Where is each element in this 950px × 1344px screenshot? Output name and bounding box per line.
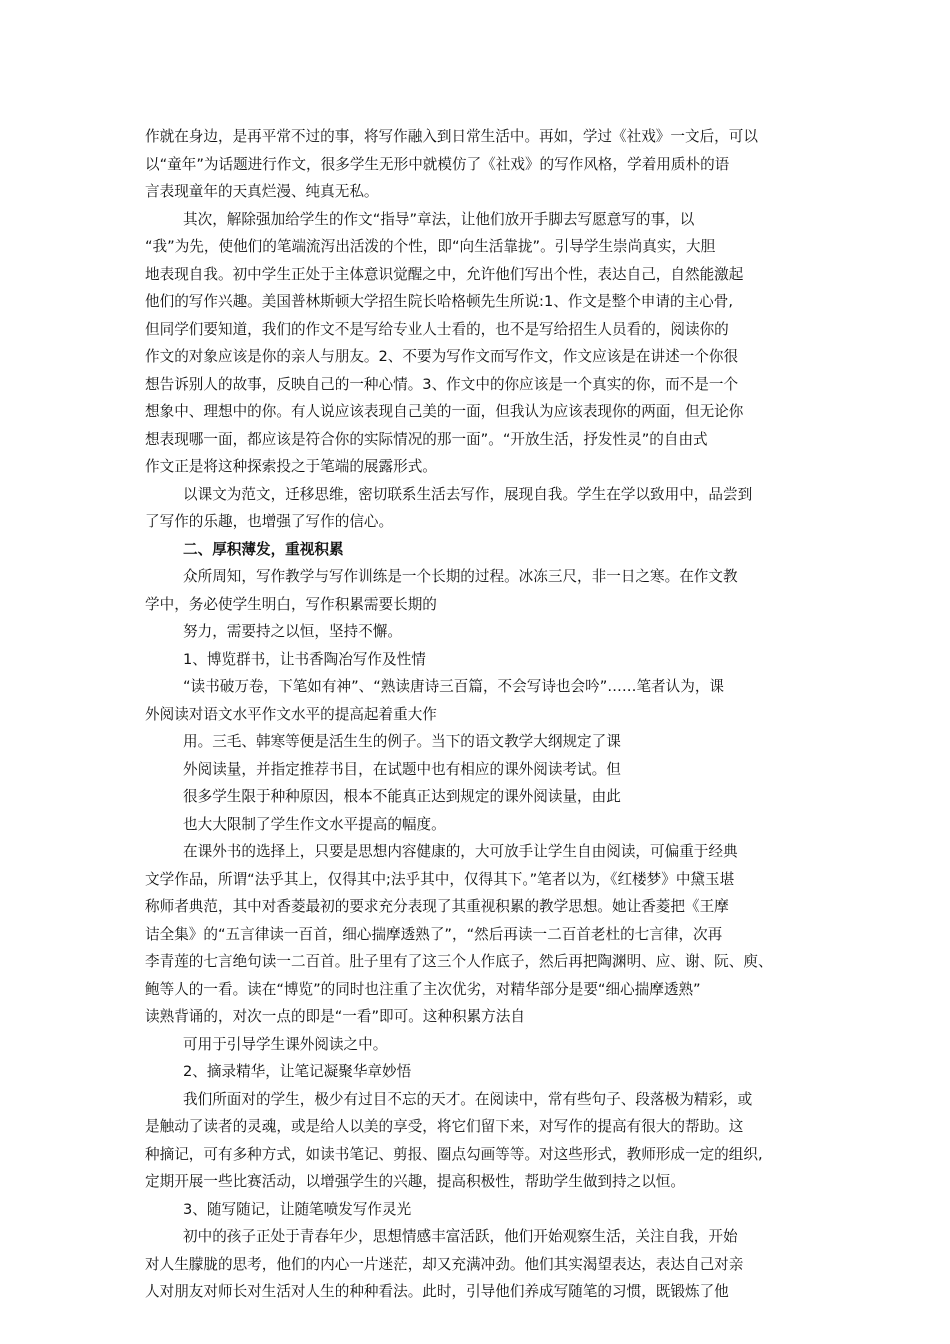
text-line: 人对朋友对师长对生活对人生的种种看法。此时，引导他们养成写随笔的习惯，既锻炼了他	[145, 1283, 729, 1300]
text-line: 外阅读对语文水平作文水平的提高起着重大作	[145, 705, 437, 723]
text-line: 称师者典范，其中对香菱最初的要求充分表现了其重视积累的教学思想。她让香菱把《王摩	[145, 898, 729, 915]
text-line: 想象中、理想中的你。有人说应该表现自己美的一面，但我认为应该表现你的两面，但无论你	[145, 403, 744, 420]
text-line: 3、随写随记，让随笔喷发写作灵光	[183, 1200, 412, 1218]
text-line: 以课文为范文，迁移思维，密切联系生活去写作，展现自我。学生在学以致用中，品尝到	[183, 485, 753, 503]
text-line: 外阅读量，并指定推荐书目，在试题中也有相应的课外阅读考试。但	[183, 760, 621, 778]
text-line: 初中的孩子正处于青春年少，思想情感丰富活跃，他们开始观察生活，关注自我，开始	[183, 1228, 738, 1245]
text-line: “我”为先，使他们的笔端流泻出活泼的个性，即“向生活靠拢”。引导学生崇尚真实，大胆	[145, 238, 716, 255]
text-line: 学中，务必使学生明白，写作积累需要长期的	[145, 595, 437, 613]
text-line: 众所周知，写作教学与写作训练是一个长期的过程。冰冻三尺，非一日之寒。在作文教	[183, 568, 738, 585]
text-line: 作文的对象应该是你的亲人与朋友。2、不要为写作文而写作文，作文应该是在讲述一个你很	[145, 348, 739, 365]
text-line: 鲍等人的一看。读在“博览”的同时也注重了主次优劣，对精华部分是要“细心揣摩透熟”	[145, 980, 701, 998]
text-line: 他们的写作兴趣。美国普林斯顿大学招生院长哈格顿先生所说:1、作文是整个申请的主心骨,	[145, 293, 734, 310]
text-line: 但同学们要知道，我们的作文不是写给专业人士看的，也不是写给招生人员看的，阅读你的	[145, 320, 729, 338]
text-line: 在课外书的选择上，只要是思想内容健康的，大可放手让学生自由阅读，可偏重于经典	[183, 843, 738, 860]
text-line: 作文正是将这种探索投之于笔端的展露形式。	[145, 458, 437, 475]
section-heading: 二、厚积薄发，重视积累	[183, 540, 344, 558]
text-line: 是触动了读者的灵魂，或是给人以美的享受，将它们留下来，对写作的提高有很大的帮助。这	[145, 1118, 744, 1135]
text-line: 读熟背诵的，对次一点的即是“一看”即可。这种积累方法自	[145, 1008, 525, 1025]
text-line: 我们所面对的学生，极少有过目不忘的天才。在阅读中，常有些句子、段落极为精彩，或	[183, 1090, 753, 1108]
text-line: 2、摘录精华，让笔记凝聚华章妙悟	[183, 1063, 412, 1080]
text-line: 很多学生限于种种原因，根本不能真正达到规定的课外阅读量，由此	[183, 788, 621, 805]
text-line: 可用于引导学生课外阅读之中。	[183, 1035, 388, 1053]
text-line: 文学作品，所谓“法乎其上，仅得其中;法乎其中，仅得其下。”笔者以为，《红楼梦》中黛玉堪	[145, 870, 735, 888]
text-line: 种摘记，可有多种方式，如读书笔记、剪报、圈点勾画等等。对这些形式，教师形成一定的组织,	[145, 1145, 763, 1163]
text-line: 诘全集》的“五言律读一百首，细心揣摩透熟了”，“然后再读一二百首老杜的七言律，次再	[145, 925, 723, 943]
text-line: 作就在身边，是再平常不过的事，将写作融入到日常生活中。再如，学过《社戏》一文后，可以	[145, 128, 758, 145]
text-line: 定期开展一些比赛活动，以增强学生的兴趣，提高积极性，帮助学生做到持之以恒。	[145, 1173, 685, 1190]
text-line: 以“童年”为话题进行作文，很多学生无形中就模仿了《社戏》的写作风格，学着用质朴的语	[145, 155, 730, 173]
text-line: 地表现自我。初中学生正处于主体意识觉醒之中，允许他们写出个性，表达自己，自然能激起	[145, 265, 744, 283]
text-line: 想告诉别人的故事，反映自己的一种心情。3、作文中的你应该是一个真实的你，而不是一个	[145, 375, 739, 393]
text-line: 对人生朦胧的思考，他们的内心一片迷茫，却又充满冲劲。他们其实渴望表达，表达自己对亲	[145, 1255, 744, 1273]
text-line: 李青莲的七言绝句读一二百首。肚子里有了这三个人作底子，然后再把陶渊明、应、谢、阮、庾、	[145, 953, 773, 970]
text-line: 想表现哪一面，都应该是符合你的实际情况的那一面”。“开放生活，抒发性灵”的自由式	[145, 430, 708, 448]
text-line: 了写作的乐趣，也增强了写作的信心。	[145, 513, 394, 530]
text-line: 也大大限制了学生作文水平提高的幅度。	[183, 815, 446, 833]
text-line: “读书破万卷，下笔如有神”、“熟读唐诗三百篇，不会写诗也会吟”……笔者认为，课	[183, 678, 725, 695]
text-line: 用。三毛、韩寒等便是活生生的例子。当下的语文教学大纲规定了课	[183, 733, 621, 750]
text-line: 其次，解除强加给学生的作文“指导”章法，让他们放开手脚去写愿意写的事，以	[183, 210, 695, 228]
text-line: 言表现童年的天真烂漫、纯真无私。	[145, 183, 379, 200]
text-line: 1、博览群书，让书香陶冶写作及性情	[183, 650, 426, 668]
text-line: 努力，需要持之以恒，坚持不懈。	[183, 623, 402, 640]
document-body-text	[145, 123, 823, 1306]
